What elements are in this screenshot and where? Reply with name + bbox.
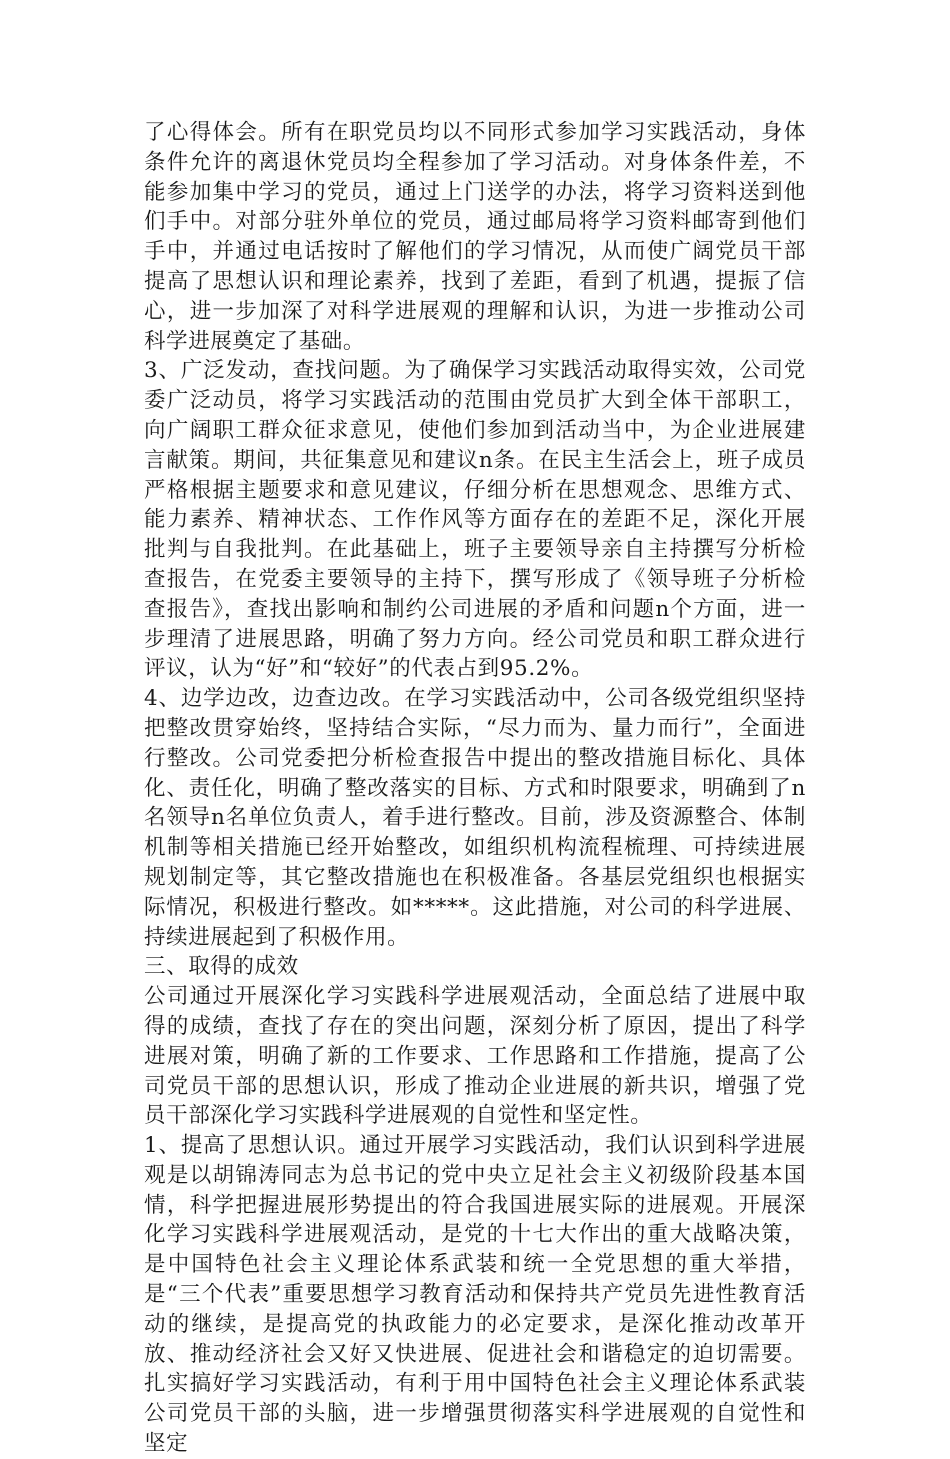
paragraph-achievements-summary: 公司通过开展深化学习实践科学进展观活动，全面总结了进展中取得的成绩，查找了存在的突出问题，深刻分析了原因，提出了科学进展对策，明确了新的工作要求、工作思路和工作措施，提高了公司党员干部的思想认识，形成了推动企业进展的新共识，增强了党员干部深化学习实践科学进展观的自觉性和坚定性。 — [144, 984, 806, 1129]
document-body — [144, 118, 806, 1459]
paragraph-find-problems: 3、广泛发动，查找问题。为了确保学习实践活动取得实效，公司党委广泛动员，将学习实践活动的范围由党员扩大到全体干部职工，向广阔职工群众征求意见，使他们参加到活动当中，为企业进展建言献策。期间，共征集意见和建议n条。在民主生活会上，班子成员严格根据主题要求和意见建议，仔细分析在思想观念、思维方式、能力素养、精神状态、工作作风等方面存在的差距不足，深化开展批判与自我批判。在此基础上，班子主要领导亲自主持撰写分析检查报告，在党委主要领导的主持下，撰写形成了《领导班子分析检查报告》，查找出影响和制约公司进展的矛盾和问题n个方面，进一步理清了进展思路，明确了努力方向。经公司党员和职工群众进行评议，认为“好”和“较好”的代表占到95.2%。 — [144, 358, 806, 682]
paragraph-study-activities: 了心得体会。所有在职党员均以不同形式参加学习实践活动，身体条件允许的离退休党员均全程参加了学习活动。对身体条件差，不能参加集中学习的党员，通过上门送学的办法，将学习资料送到他们手中。对部分驻外单位的党员，通过邮局将学习资料邮寄到他们手中，并通过电话按时了解他们的学习情况，从而使广阔党员干部提高了思想认识和理论素养，找到了差距，看到了机遇，提振了信心，进一步加深了对科学进展观的理解和认识，为进一步推动公司科学进展奠定了基础。 — [144, 120, 806, 354]
paragraph-rectification: 4、边学边改，边查边改。在学习实践活动中，公司各级党组织坚持把整改贯穿始终，坚持结合实际，“尽力而为、量力而行”，全面进行整改。公司党委把分析检查报告中提出的整改措施目标化、具体化、责任化，明确了整改落实的目标、方式和时限要求，明确到了n名领导n名单位负责人，着手进行整改。目前，涉及资源整合、体制机制等相关措施已经开始整改，如组织机构流程梳理、可持续进展规划制定等，其它整改措施也在积极准备。各基层党组织也根据实际情况，积极进行整改。如*****。这此措施，对公司的科学进展、持续进展起到了积极作用。 — [144, 686, 806, 950]
paragraph-improved-awareness: 1、提高了思想认识。通过开展学习实践活动，我们认识到科学进展观是以胡锦涛同志为总书记的党中央立足社会主义初级阶段基本国情，科学把握进展形势提出的符合我国进展实际的进展观。开展深化学习实践科学进展观活动，是党的十七大作出的重大战略决策，是中国特色社会主义理论体系武装和统一全党思想的重大举措，是“三个代表”重要思想学习教育活动和保持共产党员先进性教育活动的继续，是提高党的执政能力的必定要求，是深化推动改革开放、推动经济社会又好又快进展、促进社会和谐稳定的迫切需要。扎实搞好学习实践活动，有利于用中国特色社会主义理论体系武装公司党员干部的头脑，进一步增强贯彻落实科学进展观的自觉性和坚定 — [144, 1133, 806, 1457]
section-heading-achievements: 三、取得的成效 — [144, 954, 299, 980]
